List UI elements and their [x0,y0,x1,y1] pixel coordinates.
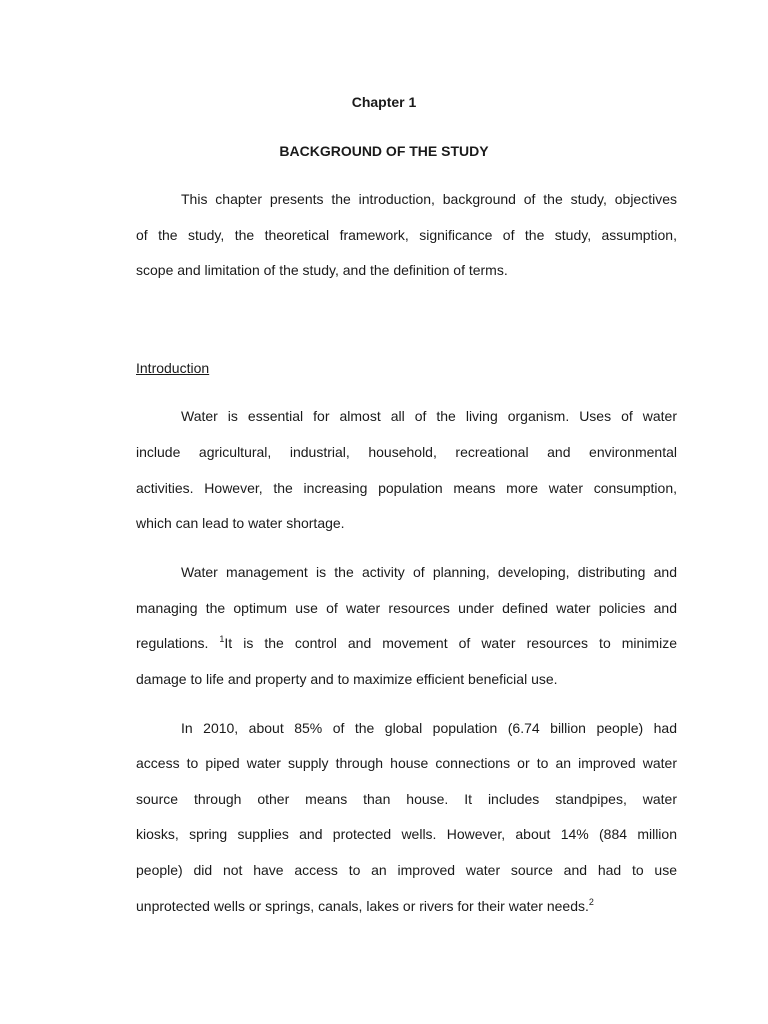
paragraph-line: managing the optimum use of water resources under defined water policies and [136,600,677,616]
paragraph-line-with-footnote [136,898,677,914]
text-segment: regulations. [136,635,220,651]
paragraph-line: which can lead to water shortage. [136,515,345,531]
paragraph-line: In 2010, about 85% of the global population (6.74 billion people) had [181,720,677,736]
footnote-marker: 2 [588,897,594,907]
chapter-label: Chapter 1 [351,94,417,110]
paragraph-line: This chapter presents the introduction, background of the study, objectives [181,191,677,207]
paragraph-line: source through other means than house. It includes standpipes, water [136,791,677,807]
paragraph-line: people) did not have access to an improved water source and had to use [136,862,677,878]
paragraph-line: include agricultural, industrial, household, recreational and environmental [136,444,677,460]
text-segment: It is the control and movement of water resources to minimize [224,635,677,651]
paragraph-line-with-footnote [136,635,677,651]
section-title: BACKGROUND OF THE STUDY [279,143,489,159]
paragraph-line: of the study, the theoretical framework, significance of the study, assumption, [136,227,677,243]
footnote-marker: 1 [219,634,225,644]
introduction-heading: Introduction [136,360,210,376]
paragraph-line: access to piped water supply through house connections or to an improved water [136,755,677,771]
paragraph-line: scope and limitation of the study, and the definition of terms. [136,262,508,278]
paragraph-line: Water management is the activity of planning, developing, distributing and [181,564,677,580]
text-segment: unprotected wells or springs, canals, lakes or rivers for their water needs. [136,898,589,914]
paragraph-line: kiosks, spring supplies and protected wells. However, about 14% (884 million [136,826,677,842]
paragraph-line: damage to life and property and to maximize efficient beneficial use. [136,671,558,687]
paragraph-line: Water is essential for almost all of the living organism. Uses of water [181,408,677,424]
paragraph-line: activities. However, the increasing population means more water consumption, [136,480,677,496]
